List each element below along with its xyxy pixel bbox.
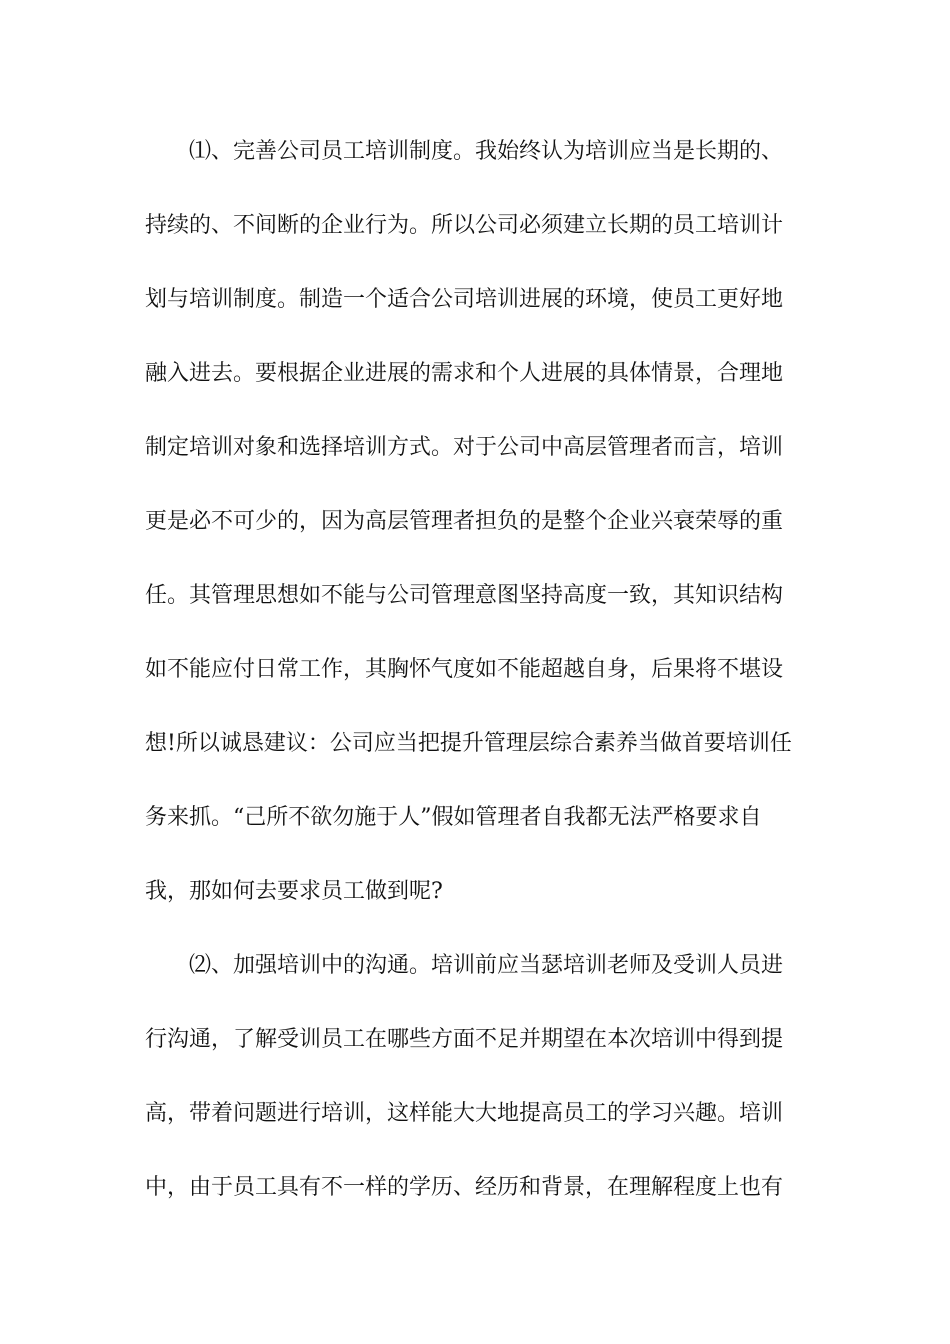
text-line: 持续的、不间断的企业行为。所以公司必须建立长期的员工培训计 <box>145 213 784 238</box>
text-line: 更是必不可少的，因为高层管理者担负的是整个企业兴衰荣辱的重 <box>145 509 784 534</box>
text-line: 如不能应付日常工作，其胸怀气度如不能超越自身，后果将不堪设 <box>145 657 784 682</box>
text-line: 融入进去。要根据企业进展的需求和个人进展的具体情景，合理地 <box>145 361 784 386</box>
text-line: ⑴、完善公司员工培训制度。我始终认为培训应当是长期的、 <box>189 139 784 164</box>
text-line: 想!所以诚恳建议：公司应当把提升管理层综合素养当做首要培训任 <box>145 731 792 756</box>
text-line: ⑵、加强培训中的沟通。培训前应当瑟培训老师及受训人员进 <box>189 953 784 978</box>
text-line: 务来抓。“己所不欲勿施于人”假如管理者自我都无法严格要求自 <box>145 805 762 830</box>
text-line: 行沟通，了解受训员工在哪些方面不足并期望在本次培训中得到提 <box>145 1027 784 1052</box>
text-line: 中，由于员工具有不一样的学历、经历和背景，在理解程度上也有 <box>145 1175 784 1200</box>
text-line: 划与培训制度。制造一个适合公司培训进展的环境，使员工更好地 <box>145 287 784 312</box>
text-line: 任。其管理思想如不能与公司管理意图坚持高度一致，其知识结构 <box>145 583 784 608</box>
document-body <box>145 126 825 1236</box>
text-line: 我，那如何去要求员工做到呢? <box>145 879 443 904</box>
text-line: 高，带着问题进行培训，这样能大大地提高员工的学习兴趣。培训 <box>145 1101 784 1126</box>
text-line: 制定培训对象和选择培训方式。对于公司中高层管理者而言，培训 <box>145 435 784 460</box>
